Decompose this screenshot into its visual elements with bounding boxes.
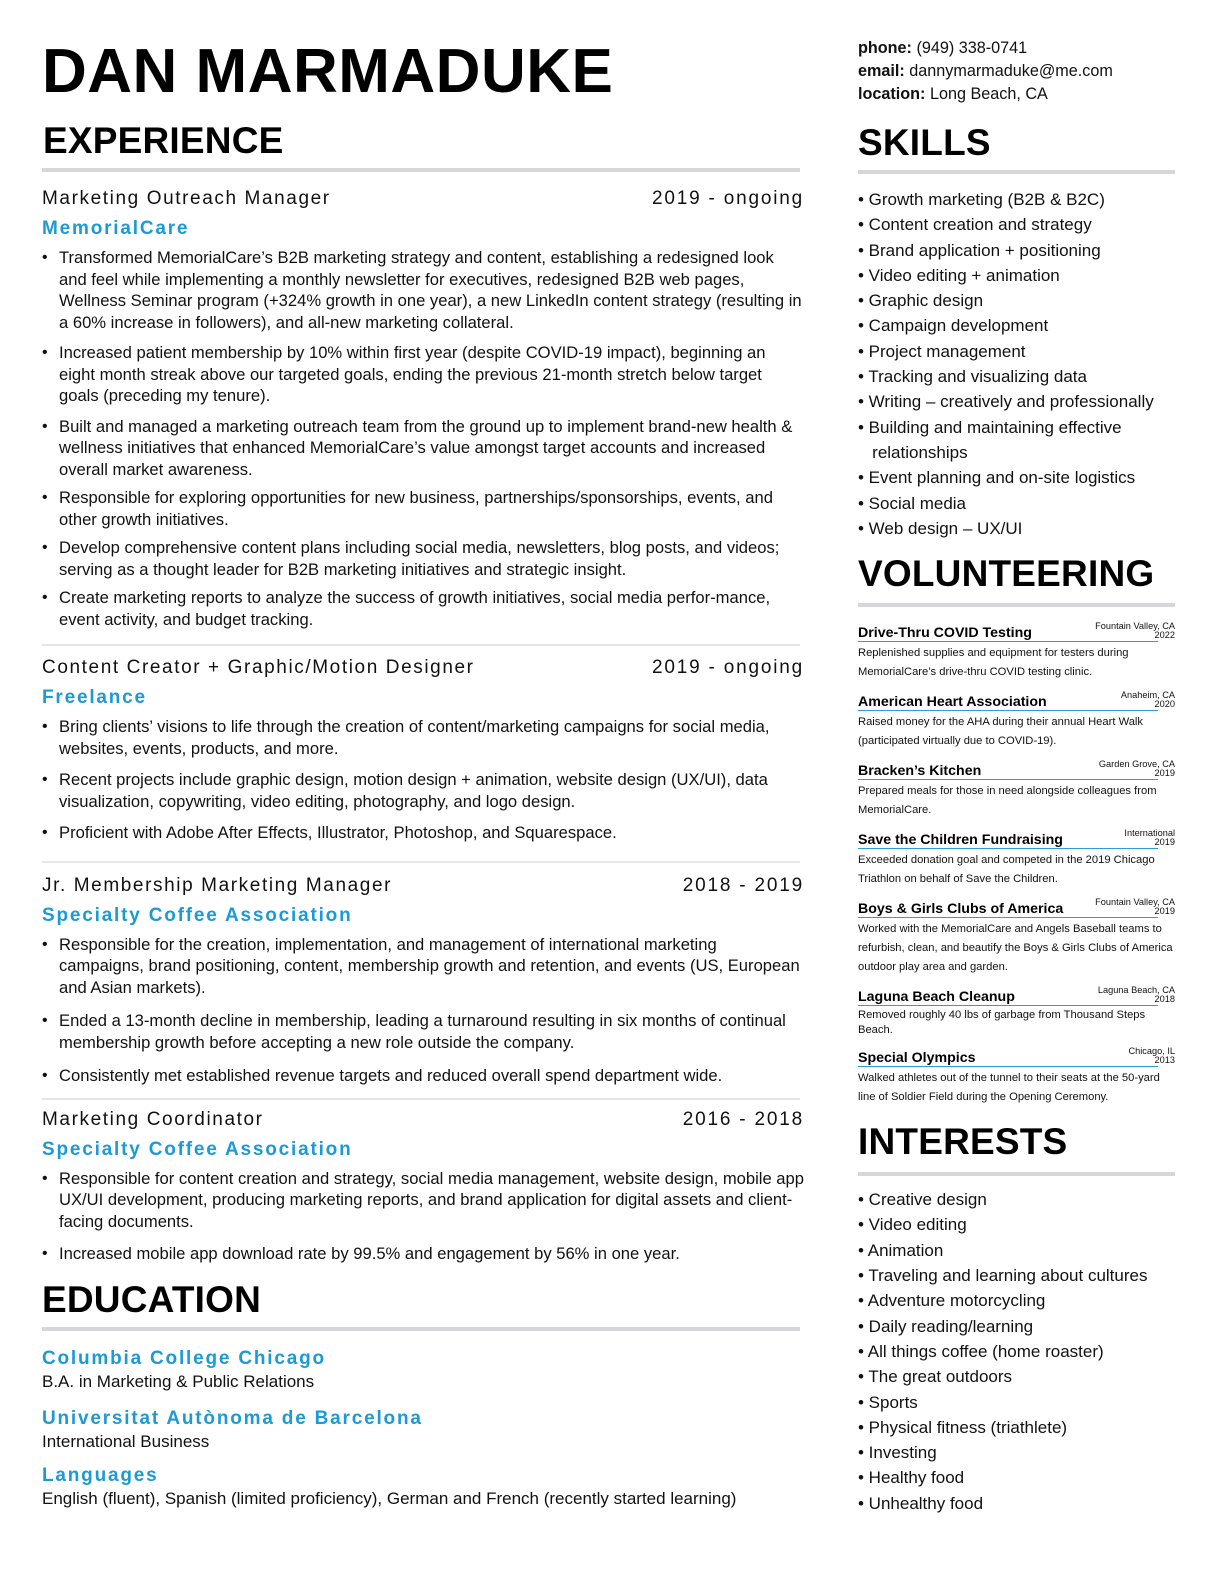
volunteer-description: Prepared meals for those in need alongside colleagues from MemorialCare. [858,785,1157,817]
volunteer-year: 2020 [1154,699,1175,710]
side-column [858,37,1178,1516]
interests-section [858,1121,1178,1516]
job-bullet: • Proficient with Adobe After Effects, Illustrator, Photoshop, and Squarespace. [42,822,804,844]
interest-item: • Physical fitness (triathlete) [858,1417,1068,1437]
skills-section [858,122,1178,541]
volunteer-entry [858,757,1178,820]
skills-rule [858,170,1175,174]
contact-location [858,83,1178,106]
education-entry [42,1347,804,1393]
volunteer-description: Walked athletes out of the tunnel to their seats at the 50-yard line of Soldier Field during the Opening Ceremony. [858,1072,1160,1104]
volunteer-name: Laguna Beach Cleanup [858,989,1015,1006]
job-title: Jr. Membership Marketing Manager [42,874,393,896]
job-bullet: • Consistently met established revenue targets and reduced overall spend department wide. [42,1065,804,1087]
volunteer-year: 2018 [1154,994,1175,1005]
job-bullets [42,934,804,1087]
volunteer-description: Raised money for the AHA during their annual Heart Walk (participated virtually due to COVID-19). [858,716,1144,748]
main-column [42,38,804,1510]
volunteer-year: 2019 [1154,906,1175,917]
job-title: Marketing Outreach Manager [42,188,331,209]
job-dates: 2016 - 2018 [682,1108,804,1130]
education-rule [42,1327,800,1331]
education-institution: Columbia College Chicago [42,1347,326,1369]
volunteer-entry [858,1044,1178,1107]
education-detail: International Business [42,1431,210,1451]
volunteer-entry [858,826,1178,889]
job-entry [42,657,804,863]
volunteer-rule [858,1005,1158,1006]
job-entry [42,188,804,646]
skill-item: • Campaign development [858,316,1049,336]
job-bullets [42,716,804,844]
volunteer-description: Worked with the MemorialCare and Angels Baseball teams to refurbish, clean, and beautify the Boys & Girls Clubs of America outdoor play area and garden. [858,923,1173,974]
volunteer-name: Drive-Thru COVID Testing [858,625,1032,642]
interest-item: • Healthy food [858,1468,965,1488]
volunteer-year: 2019 [1154,837,1175,848]
skill-item: • Event planning and on-site logistics [858,468,1136,488]
volunteering-section [858,553,1178,1107]
experience-section [42,120,804,1265]
interest-item: • Traveling and learning about cultures [858,1266,1148,1286]
job-dates: 2019 - ongoing [652,188,804,209]
job-bullets [42,247,804,630]
volunteer-location: Fountain Valley, CA [1095,897,1175,908]
skill-item: • Brand application + positioning [858,240,1101,260]
job-bullet: • Responsible for the creation, implementation, and management of international marketing campaigns, brand positioning, content, membership growth and retention, and events (US, European and Asian markets). [42,934,804,999]
volunteer-rule [858,848,1158,849]
interest-item: • Investing [858,1443,937,1463]
job-header [42,657,804,685]
location-label: location: [858,85,926,103]
interest-item: • All things coffee (home roaster) [858,1341,1104,1361]
volunteer-entry [858,619,1178,682]
job-organization: Specialty Coffee Association [42,904,353,926]
volunteering-heading: VOLUNTEERING [858,553,1155,595]
interests-rule [858,1172,1175,1176]
job-bullet: • Responsible for exploring opportunities for new business, partnerships/sponsorships, events, and other growth initiatives. [42,487,804,530]
job-title: Marketing Coordinator [42,1108,264,1130]
job-separator [42,644,800,646]
email-label: email: [858,62,905,80]
education-section [42,1279,804,1510]
volunteer-location: International [1124,828,1175,839]
skill-item: relationships [858,442,968,462]
contact-block [858,37,1178,106]
volunteer-name: Boys & Girls Clubs of America [858,901,1064,918]
volunteer-rule [858,917,1158,918]
interest-item: • Daily reading/learning [858,1316,1034,1336]
job-organization: Freelance [42,687,147,708]
job-bullet: • Bring clients’ visions to life through the creation of content/marketing campaigns for social media, websites, events, products, and more. [42,716,804,759]
volunteer-year: 2022 [1154,630,1175,641]
job-bullet: • Responsible for content creation and strategy, social media management, website design, mobile app UX/UI development, producing marketing reports, and brand application for digital assets and client-facing documents. [42,1168,804,1233]
volunteer-entry [858,895,1178,977]
interests-list [858,1187,1178,1516]
candidate-name: DAN MARMADUKE [42,37,614,106]
volunteer-description: Replenished supplies and equipment for testers during MemorialCare’s drive-thru COVID testing clinic. [858,647,1129,679]
education-entry [42,1407,804,1453]
interest-item: • Unhealthy food [858,1493,984,1513]
contact-email [858,60,1178,83]
job-bullet: • Increased mobile app download rate by 99.5% and engagement by 56% in one year. [42,1243,804,1265]
job-header [42,875,804,903]
volunteer-name: Bracken’s Kitchen [858,763,982,780]
job-organization: MemorialCare [42,218,190,239]
job-bullets [42,1168,804,1265]
volunteer-description: Exceeded donation goal and competed in the 2019 Chicago Triathlon on behalf of Save the Children. [858,854,1155,886]
job-separator [42,861,800,863]
interest-item: • The great outdoors [858,1367,1013,1387]
job-bullet: • Increased patient membership by 10% within first year (despite COVID-19 impact), beginning an eight month streak above our targeted goals, ending the previous 21-month stretch below target goals (preceding my tenure). [42,342,804,407]
skill-item: • Building and maintaining effective [858,417,1122,437]
email-value: dannymarmaduke@me.com [909,62,1113,80]
experience-rule [42,168,800,172]
job-bullet: • Develop comprehensive content plans including social media, newsletters, blog posts, and videos; serving as a thought leader for B2B marketing initiatives and strategic insight. [42,537,804,580]
skills-heading: SKILLS [858,122,991,163]
experience-heading: EXPERIENCE [43,120,284,161]
volunteer-entry [858,983,1178,1038]
education-heading: EDUCATION [42,1278,261,1320]
skill-item: • Social media [858,493,967,513]
interest-item: • Adventure motorcycling [858,1291,1046,1311]
volunteer-name: Special Olympics [858,1050,976,1067]
volunteering-rule [858,603,1175,607]
job-header [42,188,804,216]
volunteer-location: Laguna Beach, CA [1097,985,1175,996]
job-organization: Specialty Coffee Association [42,1138,353,1160]
education-institution: Languages [42,1464,159,1486]
job-dates: 2018 - 2019 [682,874,804,896]
volunteer-location: Anaheim, CA [1120,690,1175,701]
skills-list [858,187,1178,541]
skill-item: • Content creation and strategy [858,215,1092,235]
job-dates: 2019 - ongoing [652,657,804,678]
job-bullet: • Ended a 13-month decline in membership, leading a turnaround resulting in six months of continual membership growth before accepting a new role outside the company. [42,1010,804,1053]
volunteer-description: Removed roughly 40 lbs of garbage from Thousand Steps Beach. [858,1009,1146,1037]
volunteer-location: Fountain Valley, CA [1095,621,1175,632]
interests-heading: INTERESTS [858,1121,1068,1163]
interest-item: • Video editing [858,1215,967,1235]
skill-item: • Tracking and visualizing data [858,367,1087,387]
contact-phone [858,37,1178,60]
job-separator [42,1098,800,1100]
volunteer-name: Save the Children Fundraising [858,832,1063,849]
education-detail: English (fluent), Spanish (limited proficiency), German and French (recently started learning) [42,1488,737,1508]
job-header [42,1109,804,1137]
skill-item: • Writing – creatively and professionally [858,392,1154,412]
job-bullet: • Transformed MemorialCare’s B2B marketing strategy and content, establishing a redesigned look and feel while implementing a monthly newsletter for executives, redesigned B2B web pages, Wellness Seminar program (+324% growth in one year), a new LinkedIn content strategy (resulting in a 60% increase in followers), and all-new marketing collateral. [42,247,804,333]
volunteer-year: 2019 [1154,768,1175,779]
volunteer-location: Chicago, IL [1128,1046,1175,1057]
job-entry [42,1109,804,1265]
phone-value: (949) 338-0741 [916,39,1028,57]
volunteer-rule [858,1066,1158,1067]
skill-item: • Video editing + animation [858,265,1060,285]
interest-item: • Animation [858,1240,944,1260]
volunteer-name: American Heart Association [858,694,1047,711]
location-value: Long Beach, CA [929,85,1048,103]
skill-item: • Web design – UX/UI [858,518,1023,538]
volunteer-entry [858,688,1178,751]
education-entry [42,1464,804,1510]
skill-item: • Project management [858,341,1026,361]
skill-item: • Graphic design [858,291,984,311]
volunteer-year: 2013 [1154,1055,1175,1066]
job-title: Content Creator + Graphic/Motion Designer [42,657,475,678]
skill-item: • Growth marketing (B2B & B2C) [858,190,1105,209]
education-institution: Universitat Autònoma de Barcelona [42,1407,423,1429]
education-detail: B.A. in Marketing & Public Relations [42,1371,315,1391]
phone-label: phone: [858,39,912,57]
job-bullet: • Recent projects include graphic design, motion design + animation, website design (UX/UI), data visualization, copywriting, video editing, photography, and logo design. [42,769,804,812]
volunteer-rule [858,710,1158,711]
job-bullet: • Built and managed a marketing outreach team from the ground up to implement brand-new health & wellness initiatives that enhanced MemorialCare’s value amongst target accounts and increased overall market awareness. [42,416,804,481]
interest-item: • Creative design [858,1190,987,1210]
job-bullet: • Create marketing reports to analyze the success of growth initiatives, social media perfor-mance, event activity, and budget tracking. [42,587,804,630]
volunteer-rule [858,779,1158,780]
volunteer-rule [858,641,1158,642]
volunteer-location: Garden Grove, CA [1098,759,1175,770]
interest-item: • Sports [858,1392,918,1412]
job-entry [42,875,804,1100]
